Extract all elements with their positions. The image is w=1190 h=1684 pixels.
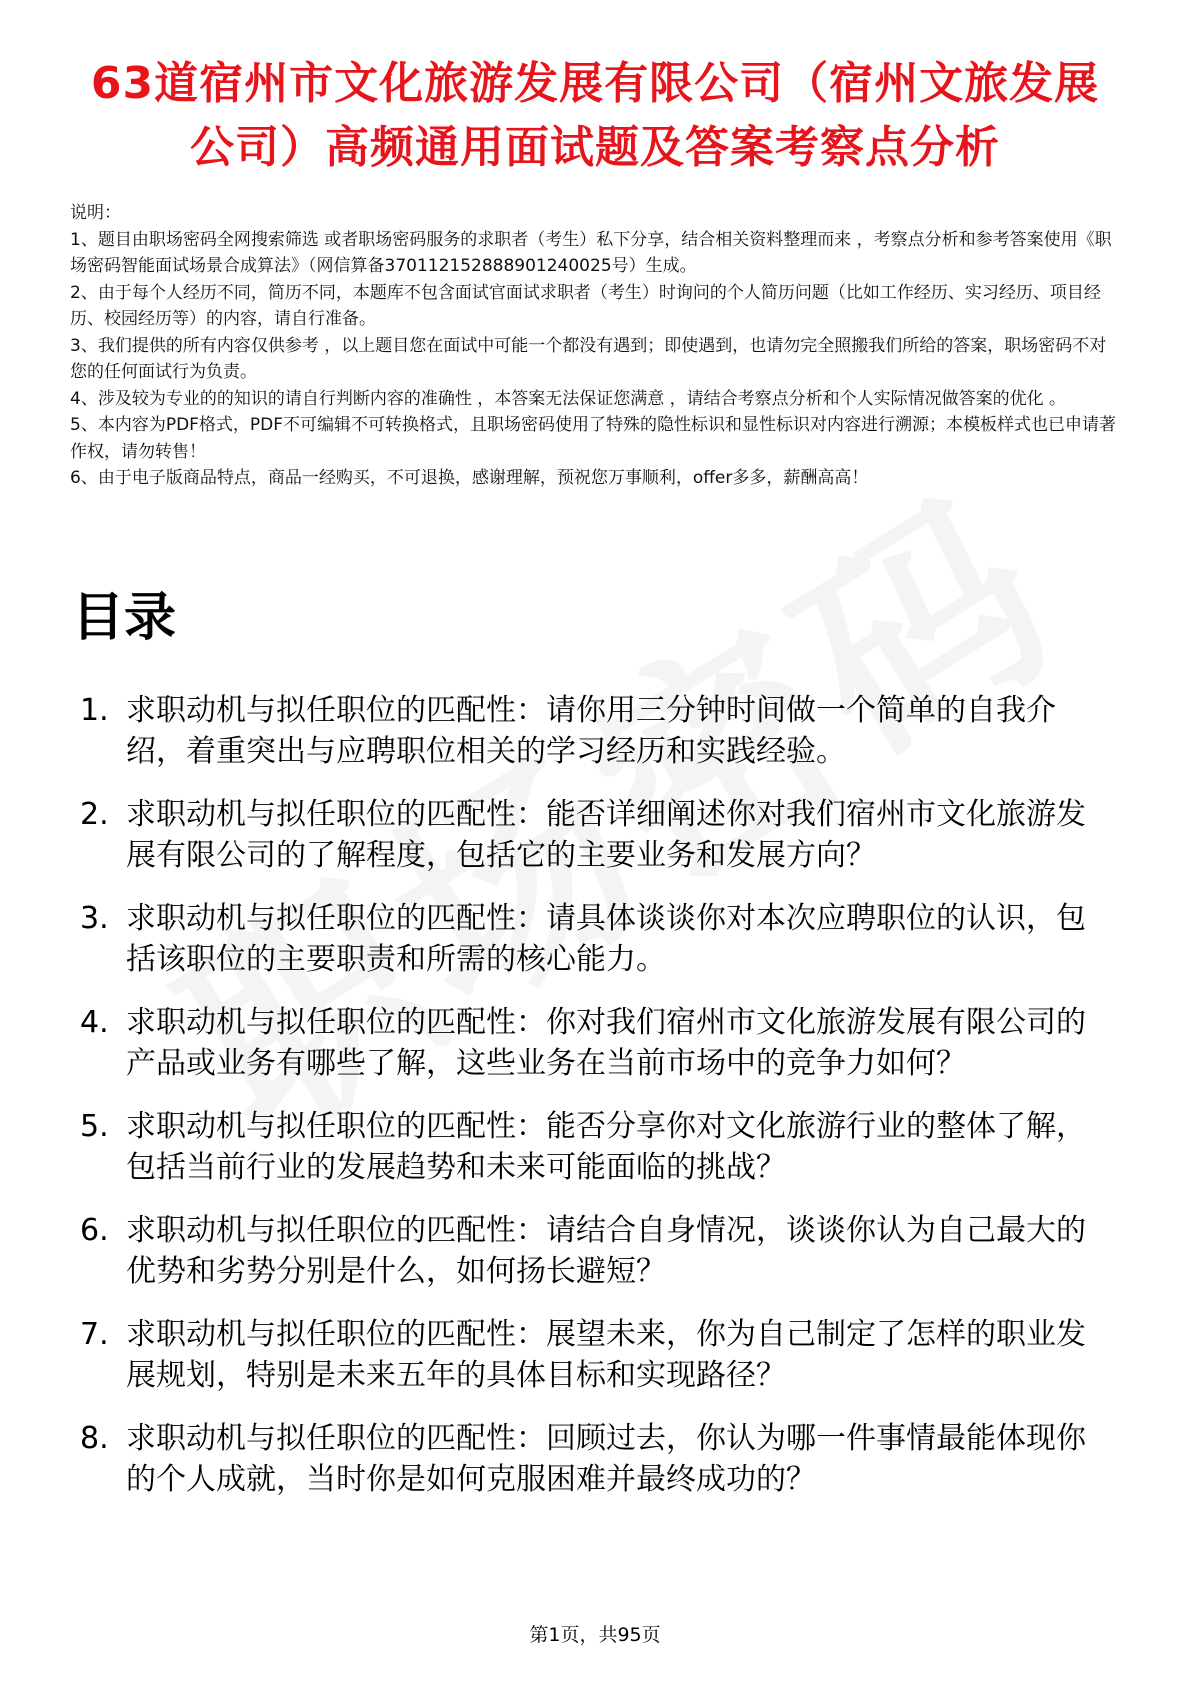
toc-item-text: 求职动机与拟任职位的匹配性：请你用三分钟时间做一个简单的自我介绍，着重突出与应聘职位相关的学习经历和实践经验。 [126, 693, 1056, 769]
note-item: 3、我们提供的所有内容仅供参考 ，以上题目您在面试中可能一个都没有遇到；即使遇到，也请勿完全照搬我们所给的答案，职场密码不对您的任何面试行为负责。 [70, 335, 1107, 382]
notes-section [70, 200, 1120, 492]
toc-item[interactable] [70, 794, 1110, 876]
toc-item-number: 6. [80, 1213, 109, 1248]
note-item: 6、由于电子版商品特点，商品一经购买，不可退换，感谢理解，预祝您万事顺利，offer多多，薪酬高高！ [70, 468, 869, 488]
toc-item-text: 求职动机与拟任职位的匹配性：请结合自身情况，谈谈你认为自己最大的优势和劣势分别是什么，如何扬长避短？ [126, 1213, 1086, 1289]
toc-item-text: 求职动机与拟任职位的匹配性：请具体谈谈你对本次应聘职位的认识，包括该职位的主要职责和所需的核心能力。 [126, 901, 1086, 977]
toc-item[interactable] [70, 1002, 1110, 1084]
toc-item-number: 8. [80, 1421, 109, 1456]
note-item: 1、题目由职场密码全网搜索筛选 或者职场密码服务的求职者（考生）私下分享，结合相关资料整理而来 ，考察点分析和参考答案使用《职场密码智能面试场景合成算法》（网信算备370112152888901240025号）生成。 [70, 229, 1112, 276]
toc-item[interactable] [70, 690, 1110, 772]
toc-item[interactable] [70, 1314, 1110, 1396]
note-item: 5、本内容为PDF格式，PDF不可编辑不可转换格式，且职场密码使用了特殊的隐性标识和显性标识对内容进行溯源；本模板样式也已申请著作权，请勿转售！ [70, 415, 1117, 462]
toc-item-number: 4. [80, 1005, 109, 1040]
toc-item-text: 求职动机与拟任职位的匹配性：能否详细阐述你对我们宿州市文化旅游发展有限公司的了解程度，包括它的主要业务和发展方向？ [126, 797, 1086, 873]
document-title: 63道宿州市文化旅游发展有限公司（宿州文旅发展公司）高频通用面试题及答案考察点分析 [90, 58, 1100, 173]
toc-item-number: 1. [80, 693, 109, 728]
toc-item-number: 3. [80, 901, 109, 936]
toc-item-text: 求职动机与拟任职位的匹配性：展望未来，你为自己制定了怎样的职业发展规划，特别是未来五年的具体目标和实现路径？ [126, 1317, 1086, 1393]
toc-item-number: 2. [80, 797, 109, 832]
toc-item-number: 7. [80, 1317, 109, 1352]
note-item: 2、由于每个人经历不同，简历不同，本题库不包含面试官面试求职者（考生）时询问的个人简历问题（比如工作经历、实习经历、项目经历、校园经历等）的内容，请自行准备。 [70, 282, 1101, 329]
toc-heading: 目录 [72, 588, 177, 648]
toc-item-text: 求职动机与拟任职位的匹配性：能否分享你对文化旅游行业的整体了解，包括当前行业的发展趋势和未来可能面临的挑战？ [126, 1109, 1086, 1185]
toc-item-number: 5. [80, 1109, 109, 1144]
page-number-footer: 第1页，共95页 [529, 1624, 661, 1646]
table-of-contents [70, 690, 1110, 1522]
toc-item[interactable] [70, 898, 1110, 980]
notes-heading: 说明： [70, 203, 121, 223]
note-item: 4、涉及较为专业的的知识的请自行判断内容的准确性 ，本答案无法保证您满意 ，请结合考察点分析和个人实际情况做答案的优化 。 [70, 388, 1067, 409]
toc-item[interactable] [70, 1210, 1110, 1292]
toc-item-text: 求职动机与拟任职位的匹配性：回顾过去，你认为哪一件事情最能体现你的个人成就，当时你是如何克服困难并最终成功的？ [126, 1421, 1086, 1497]
toc-item[interactable] [70, 1106, 1110, 1188]
toc-item-text: 求职动机与拟任职位的匹配性：你对我们宿州市文化旅游发展有限公司的产品或业务有哪些了解，这些业务在当前市场中的竞争力如何？ [126, 1005, 1086, 1081]
toc-item[interactable] [70, 1418, 1110, 1500]
